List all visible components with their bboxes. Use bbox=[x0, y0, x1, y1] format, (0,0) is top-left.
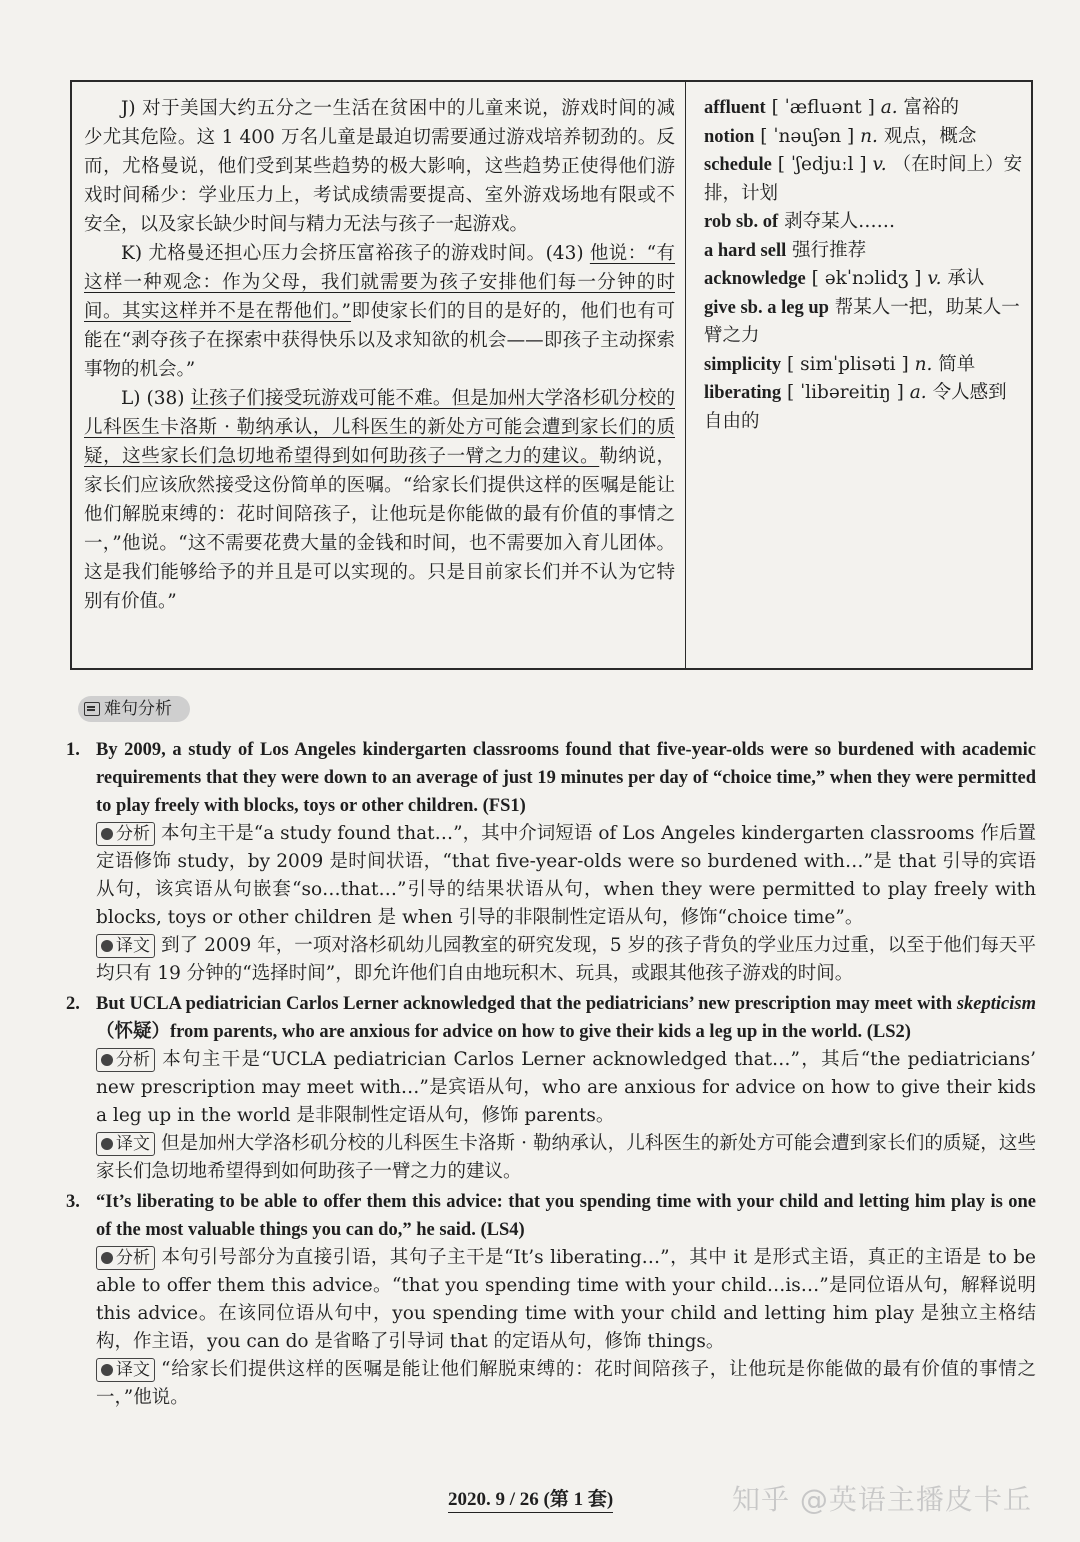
page-footer: 2020. 9 / 26 (第 1 套) bbox=[448, 1484, 613, 1513]
sentence-emphasis: skepticism bbox=[956, 994, 1036, 1014]
label-text: 分析 bbox=[116, 1248, 150, 1268]
vocab-word: give sb. a leg up bbox=[704, 297, 829, 318]
vocab-word: schedule bbox=[704, 155, 772, 175]
vocab-meaning: 帮某人一把，助某人一臂之力 bbox=[704, 296, 1020, 346]
translation-body: 但是加州大学洛杉矶分校的儿科医生卡洛斯 · 勒纳承认，儿科医生的新处方可能会遭到家长们的质疑，这些家长们急切地希望得到如何助孩子一臂之力的建议。 bbox=[96, 1133, 1036, 1182]
sentence-part: But UCLA pediatrician Carlos Lerner acknowledged that the pediatricians’ new prescription may meet with bbox=[96, 994, 957, 1014]
vocab-meaning: 令人感到自由的 bbox=[704, 382, 1007, 432]
item-number: 1. bbox=[66, 740, 80, 760]
translation-label bbox=[96, 1132, 155, 1156]
label-text: 分析 bbox=[116, 1050, 150, 1070]
vocab-entry bbox=[704, 265, 1023, 294]
paragraph-l bbox=[84, 384, 675, 616]
analysis-item bbox=[66, 736, 1036, 988]
passage-box bbox=[70, 80, 1033, 670]
analysis-item bbox=[66, 990, 1036, 1186]
translation-text bbox=[96, 932, 1036, 988]
vocab-phonetic: [ ˈlibəreitiŋ ] bbox=[786, 382, 904, 403]
analysis-item bbox=[66, 1188, 1036, 1412]
english-sentence: “It’s liberating to be able to offer them this advice: that you spending time with your child and letting him play is one of the most valuable things you can do,” he said. (LS4) bbox=[96, 1192, 1036, 1240]
vocab-word: acknowledge bbox=[704, 269, 806, 289]
analysis-body: 本句主干是“a study found that…”，其中介词短语 of Los Angeles kindergarten classrooms 作后置定语修饰 study，by 2009 是时间状语，“that five-year-olds were so burdened with…”是 that 引导的宾语从句，该宾语从句嵌套“so…that…”引导的结果状语从句，when they were permitted to play freely with blocks, toys or other children 是 when 引导的非限制性定语从句，修饰“choice time”。 bbox=[96, 823, 1036, 928]
pen-icon bbox=[101, 1252, 113, 1264]
pen-icon bbox=[101, 1138, 113, 1150]
vocab-entry bbox=[704, 94, 1023, 123]
vocab-meaning: （在时间上）安排，计划 bbox=[704, 154, 1023, 204]
watermark: 知乎 @英语主播皮卡丘 bbox=[732, 1483, 1032, 1516]
vocab-entry bbox=[704, 379, 1023, 436]
english-sentence bbox=[96, 990, 1036, 1046]
vocab-word: simplicity bbox=[704, 354, 782, 375]
vocab-phonetic: [ əkˈnɔlidʒ ] bbox=[811, 268, 922, 289]
translation-label bbox=[96, 934, 155, 958]
vocab-meaning: 观点，概念 bbox=[883, 125, 977, 147]
vocab-phonetic: [ ˈnəuʃən ] bbox=[760, 125, 855, 147]
analysis-text bbox=[96, 820, 1036, 932]
vocab-word: notion bbox=[704, 126, 755, 147]
vocab-phonetic: [ ˈæfluənt ] bbox=[771, 97, 875, 118]
english-sentence: By 2009, a study of Los Angeles kindergarten classrooms found that five-year-olds were so burdened with academic requirements that they were down to an average of just 19 minutes per day of “choice time,” when they were permitted to play freely with blocks, toys or other children. (FS1) bbox=[96, 740, 1036, 816]
vocab-entry bbox=[704, 208, 1023, 237]
difficult-sentences bbox=[66, 736, 1036, 1414]
passage-translation bbox=[72, 82, 686, 668]
vocab-word: liberating bbox=[704, 383, 782, 403]
vocab-meaning: 强行推荐 bbox=[792, 239, 867, 261]
translation-body: “给家长们提供这样的医嘱是能让他们解脱束缚的：花时间陪孩子，让他玩是你能做的最有价值的事情之一，”他说。 bbox=[96, 1359, 1036, 1408]
label-text: 分析 bbox=[116, 824, 150, 844]
section-tag bbox=[78, 696, 190, 722]
vocab-meaning: 承认 bbox=[947, 268, 985, 289]
analysis-label bbox=[96, 1048, 155, 1072]
item-number: 2. bbox=[66, 994, 80, 1014]
pen-icon bbox=[101, 940, 113, 952]
vocab-meaning: 富裕的 bbox=[903, 97, 960, 118]
vocab-word: rob sb. of bbox=[704, 212, 779, 232]
translation-text bbox=[96, 1356, 1036, 1412]
translation-body: 到了 2009 年，一项对洛杉矶幼儿园教室的研究发现，5 岁的孩子背负的学业压力过重，以至于他们每天平均只有 19 分钟的“选择时间”，即允许他们自由地玩积木、玩具，或跟其他孩子游戏的时间。 bbox=[96, 935, 1036, 984]
vocab-pos: a. bbox=[880, 97, 898, 118]
analysis-text bbox=[96, 1046, 1036, 1130]
vocab-entry bbox=[704, 294, 1023, 351]
analysis-text bbox=[96, 1244, 1036, 1356]
analysis-label bbox=[96, 1246, 155, 1270]
vocab-entry bbox=[704, 237, 1023, 266]
paragraph-l-underlined: 让孩子们接受玩游戏可能不难。但是加州大学洛杉矶分校的儿科医生卡洛斯 · 勒纳承认，儿科医生的新处方可能会遭到家长们的质疑，这些家长们急切地希望得到如何助孩子一臂之力的建议。 bbox=[84, 388, 675, 467]
vocab-meaning: 剥夺某人…… bbox=[784, 211, 896, 232]
label-text: 译文 bbox=[116, 1360, 150, 1380]
label-text: 译文 bbox=[116, 1134, 150, 1154]
pen-icon bbox=[101, 828, 113, 840]
vocab-pos: n. bbox=[860, 125, 878, 147]
sentence-part: （怀疑）from parents, who are anxious for advice on how to give their kids a leg up in the world. (LS2) bbox=[96, 1022, 911, 1042]
vocab-meaning: 简单 bbox=[938, 353, 976, 375]
notebook-icon bbox=[84, 702, 100, 716]
translation-text bbox=[96, 1130, 1036, 1186]
analysis-body: 本句主干是“UCLA pediatrician Carlos Lerner acknowledged that…”，其后“the pediatricians’ new prescription may meet with…”是宾语从句，who are anxious for advice on how to give their kids a leg up in the world 是非限制性定语从句，修饰 parents。 bbox=[96, 1049, 1036, 1126]
paragraph-k-lead: K) 尤格曼还担心压力会挤压富裕孩子的游戏时间。(43) bbox=[121, 243, 590, 264]
vocab-pos: a. bbox=[909, 382, 927, 403]
vocab-word: affluent bbox=[704, 98, 766, 118]
paragraph-j: J) 对于美国大约五分之一生活在贫困中的儿童来说，游戏时间的减少尤其危险。这 1 400 万名儿童是最迫切需要通过游戏培养韧劲的。反而，尤格曼说，他们受到某些趋势的极大影响，这些趋势正使得他们游戏时间稀少：学业压力上，考试成绩需要提高、室外游戏场地有限或不安全，以及家长缺少时间与精力无法与孩子一起游戏。 bbox=[84, 98, 675, 235]
vocab-entry bbox=[704, 123, 1023, 152]
vocab-pos: n. bbox=[914, 353, 933, 375]
item-number: 3. bbox=[66, 1192, 80, 1212]
translation-label bbox=[96, 1358, 155, 1382]
section-title: 难句分析 bbox=[104, 699, 172, 719]
label-text: 译文 bbox=[116, 936, 150, 956]
paragraph-k bbox=[84, 239, 675, 384]
vocab-entry bbox=[704, 151, 1023, 208]
analysis-body: 本句引号部分为直接引语，其句子主干是“It’s liberating…”，其中 it 是形式主语，真正的主语是 to be able to offer them this advice。“that you spending time with your child…is…”是同位语从句，解释说明 this advice。在该同位语从句中，you spending time with your child and letting him play 是独立主格结构，作主语，you can do 是省略了引导词 that 的定语从句，修饰 things。 bbox=[96, 1247, 1036, 1352]
vocab-entry bbox=[704, 351, 1023, 380]
analysis-label bbox=[96, 822, 155, 846]
paragraph-l-rest: 勒纳说，家长们应该欣然接受这份简单的医嘱。“给家长们提供这样的医嘱是能让他们解脱束缚的：花时间陪孩子，让他玩是你能做的最有价值的事情之一，”他说。“这不需要花费大量的金钱和时间，也不需要加入育儿团体。这是我们能够给予的并且是可以实现的。只是目前家长们并不认为它特别有价值。” bbox=[84, 446, 675, 612]
vocab-word: a hard sell bbox=[704, 240, 787, 261]
pen-icon bbox=[101, 1364, 113, 1376]
vocabulary-list bbox=[686, 82, 1031, 668]
pen-icon bbox=[101, 1054, 113, 1066]
vocab-phonetic: [ simˈplisəti ] bbox=[786, 353, 909, 375]
paragraph-l-lead: L) (38) bbox=[121, 388, 191, 409]
vocab-pos: v. bbox=[927, 268, 942, 289]
vocab-phonetic: [ ˈʃedjuːl ] bbox=[777, 154, 867, 175]
paragraph-k-rest: 即使家长们的目的是好的，他们也有可能在“剥夺孩子在探索中获得快乐以及求知欲的机会——即孩子主动探索事物的机会。” bbox=[84, 301, 675, 380]
paragraph-k-underlined: 他说：“有这样一种观念：作为父母，我们就需要为孩子安排他们每一分钟的时间。其实这样并不是在帮他们。” bbox=[84, 243, 676, 322]
vocab-pos: v. bbox=[872, 154, 887, 175]
